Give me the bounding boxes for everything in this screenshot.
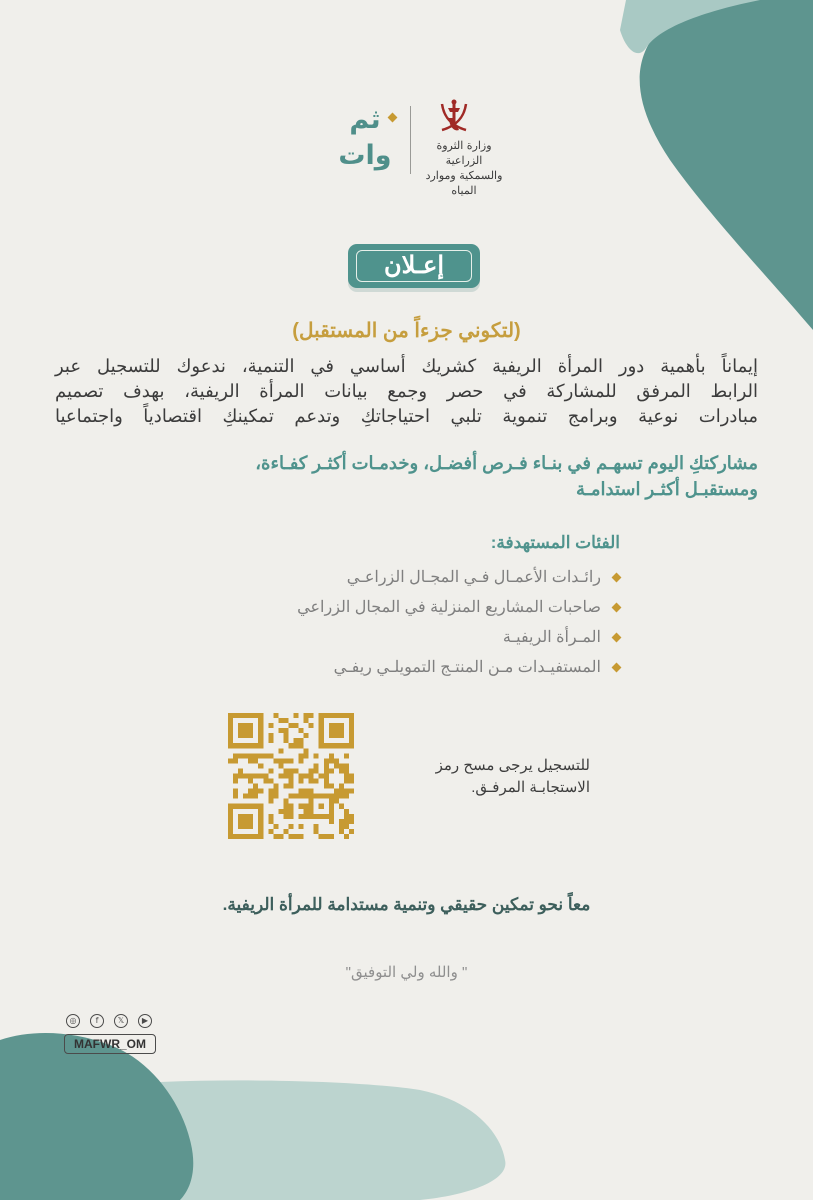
target-item-label: المـرأة الريفيـة bbox=[502, 629, 601, 646]
target-item-label: المستفيـدات مـن المنتـج التمويلـي ريفـي bbox=[333, 659, 601, 676]
registration-line: للتسجيل يرجى مسح رمز bbox=[435, 757, 590, 774]
intro-line: الرابط المرفق للمشاركة في حصر وجمع بيانات المرأة الريفية، بهدف تصميم bbox=[55, 381, 758, 401]
brand-logo-text: ثم وات bbox=[338, 104, 392, 171]
qr-code[interactable] bbox=[228, 713, 354, 839]
subtitle: (لتكوني جزءاً من المستقبل) bbox=[292, 320, 521, 342]
impact-statement bbox=[55, 450, 758, 502]
brand-logo bbox=[330, 98, 400, 180]
social-media-block bbox=[64, 1014, 156, 1056]
x-icon[interactable]: 𝕏 bbox=[114, 1014, 128, 1028]
intro-line: إيماناً بأهمية دور المرأة الريفية كشريك أساسي في التنمية، ندعوك للتسجيل عبر bbox=[55, 356, 758, 376]
diamond-bullet-icon bbox=[612, 602, 622, 612]
diamond-bullet-icon bbox=[612, 632, 622, 642]
khanjar-emblem-icon bbox=[434, 98, 474, 136]
target-item-label: صاحبات المشاريع المنزلية في المجال الزراعي bbox=[297, 599, 601, 616]
closing-phrase: " والله ولي التوفيق" bbox=[345, 964, 468, 981]
social-handle[interactable]: MAFWR_OM bbox=[64, 1034, 156, 1054]
list-item bbox=[210, 652, 620, 682]
slogan: معاً نحو تمكين حقيقي وتنمية مستدامة للمرأة الريفية. bbox=[222, 895, 591, 914]
decor-top-right bbox=[560, 0, 813, 330]
impact-line: مشاركتكِ اليوم تسهـم في بنـاء فـرص أفضـل، وخدمـات أكثـر كفـاءة، bbox=[255, 453, 758, 473]
intro-paragraph bbox=[55, 354, 758, 429]
registration-instructions bbox=[366, 755, 590, 799]
social-icons bbox=[66, 1014, 154, 1032]
ministry-logo bbox=[418, 98, 510, 197]
intro-line: مبادرات نوعية وبرامج تنموية تلبي احتياجاتكِ وتدعم تمكينكِ اقتصادياً واجتماعيا bbox=[55, 406, 758, 426]
header-logos bbox=[330, 98, 510, 197]
impact-line: ومستقبـل أكثـر استدامـة bbox=[575, 479, 758, 499]
instagram-icon[interactable]: ◎ bbox=[66, 1014, 80, 1028]
registration-line: الاستجابـة المرفـق. bbox=[471, 779, 590, 796]
diamond-bullet-icon bbox=[612, 662, 622, 672]
header-divider bbox=[410, 106, 411, 174]
list-item bbox=[210, 592, 620, 622]
list-item bbox=[210, 562, 620, 592]
list-item bbox=[210, 622, 620, 652]
target-groups-title: الفئات المستهدفة: bbox=[490, 533, 620, 552]
facebook-icon[interactable]: f bbox=[90, 1014, 104, 1028]
ministry-name: وزارة الثروة الزراعية والسمكية وموارد المياه bbox=[425, 139, 503, 197]
youtube-icon[interactable]: ▶ bbox=[138, 1014, 152, 1028]
announcement-badge bbox=[348, 244, 480, 288]
target-item-label: رائـدات الأعمـال فـي المجـال الزراعـي bbox=[346, 569, 601, 586]
diamond-bullet-icon bbox=[612, 572, 622, 582]
announcement-label: إعـلان bbox=[356, 250, 472, 282]
target-groups bbox=[210, 532, 620, 682]
